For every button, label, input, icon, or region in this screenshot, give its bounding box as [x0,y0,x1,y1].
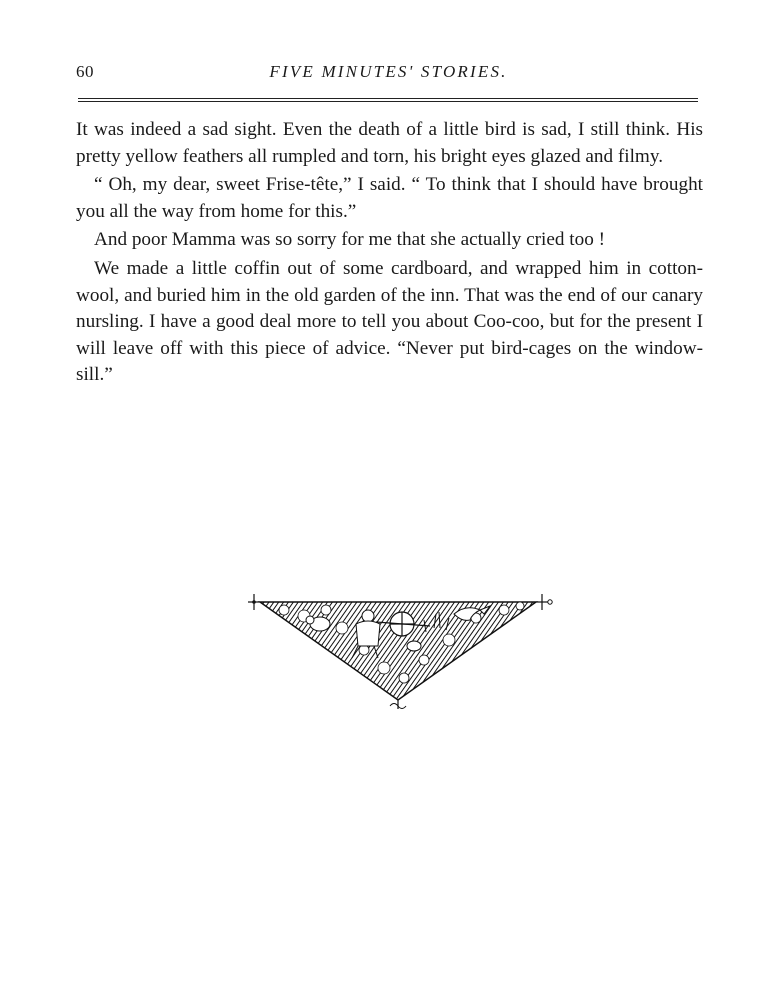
paragraph: We made a little coffin out of some cardboard, and wrapped him in cotton-wool, and buried him in the old garden of the inn. That was the end of our canary nursling. I have a good deal more to tell you about Coo-coo, but for the present I will leave off with this piece of advice. “Never put bird-cages on the window-sill.” [76,257,703,386]
header-double-rule [78,98,698,102]
paragraph: And poor Mamma was so sorry for me that she actually cried too ! [94,229,605,251]
story-text [76,117,703,389]
triangular-tailpiece-icon [244,588,554,712]
paragraph: “ Oh, my dear, sweet Frise-tête,” I said. “ To think that I should have brought you all the way from home for this.” [76,174,703,222]
running-title: FIVE MINUTES' STORIES. [269,62,508,81]
paragraph: It was indeed a sad sight. Even the death of a little bird is sad, I still think. His pretty yellow feathers all rumpled and torn, his bright eyes glazed and filmy. [76,119,703,167]
running-head [76,62,701,86]
page-number: 60 [76,62,94,81]
